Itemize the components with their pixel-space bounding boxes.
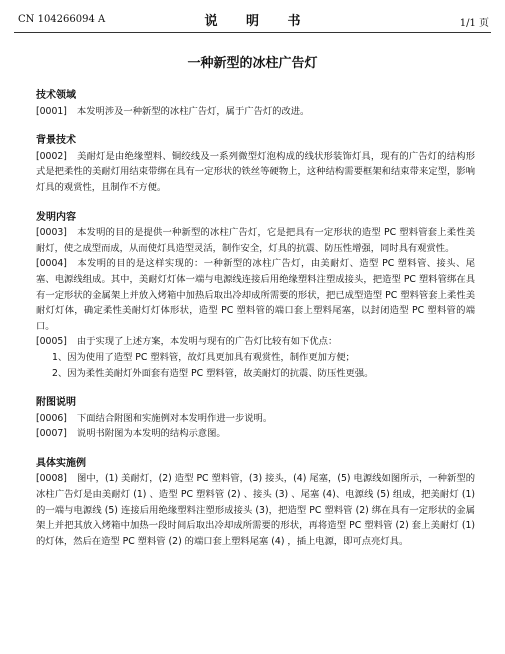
paragraph-text: 图中，(1) 美耐灯，(2) 造型 PC 塑料管，(3) 接头，(4) 尾塞，(5) 电源线如图所示，一种新型的冰柱广告灯是由美耐灯 (1) 、造型 PC 塑料管 (2) 、接头 (3) 、尾塞 (4)、电源线 (5) 组成，把美耐灯 (1) 的一端与电源线 (5) 连接后用绝缘塑料注塑形成接头 (3)，把造型 PC 塑料管 (2) 绑在具有一定形状的金属架上并把其放入烤箱中加热一段时间后取出冷却成所需要的形状，再将造型 PC 塑料管 (2) 套上美耐灯 (1) 的灯体，然后在造型 PC 塑料管 (2) 的端口套上塑料尾塞 (4) ，插上电源，即可点亮灯具。 [36, 473, 475, 547]
paragraph-0005 [36, 334, 475, 350]
paragraph-0008 [36, 471, 475, 549]
paragraph-0004 [36, 256, 475, 334]
paragraph-number: [0008] [36, 473, 67, 485]
section-heading-embodiment: 具体实施例 [36, 457, 86, 469]
paragraph-number: [0007] [36, 428, 67, 440]
paragraph-text: 本发明涉及一种新型的冰柱广告灯，属于广告灯的改进。 [76, 105, 310, 117]
section-heading-drawings: 附图说明 [36, 397, 76, 409]
paragraph-text: 由于实现了上述方案，本发明与现有的广告灯比较有如下优点： [76, 336, 338, 348]
header-rule [14, 32, 491, 33]
paragraph-0002 [36, 149, 475, 196]
paragraph-0006 [36, 411, 475, 427]
section-heading-summary: 发明内容 [36, 211, 76, 223]
paragraph-text: 美耐灯是由绝缘塑料、铜绞线及一系列微型灯泡构成的线状形装饰灯具，现有的广告灯的结构形式是把柔性的美耐灯用结束带绑在具有一定形状的铁丝等硬物上，这种结构需要框架和结束带来定型，影响灯具的观赏性，且制作不方便。 [36, 150, 475, 193]
list-item: 1、因为使用了造型 PC 塑料管，故灯具更加具有观赏性，制作更加方便； [52, 351, 355, 363]
document-title: 一种新型的冰柱广告灯 [187, 56, 318, 71]
paragraph-0003 [36, 225, 475, 256]
paragraph-number: [0006] [36, 412, 67, 424]
paragraph-text: 本发明的目的是提供一种新型的冰柱广告灯，它是把具有一定形状的造型 PC 塑料管套上柔性美耐灯，使之成型而成，从而使灯具造型灵活，制作安全，灯具的抗震、防压性增强，同时具有观赏性。 [36, 227, 475, 254]
paragraph-number: [0001] [36, 105, 67, 117]
section-heading-background: 背景技术 [36, 135, 76, 147]
paragraph-0001 [36, 104, 475, 120]
paragraph-number: [0004] [36, 258, 67, 270]
page-number: 1/1 页 [459, 18, 489, 29]
list-item: 2、因为柔性美耐灯外面套有造型 PC 塑料管，故美耐灯的抗震、防压性更强。 [52, 367, 374, 379]
paragraph-number: [0002] [36, 150, 67, 162]
section-heading-tech-field: 技术领域 [36, 90, 76, 101]
paragraph-text: 说明书附图为本发明的结构示意图。 [76, 428, 226, 440]
paragraph-number: [0005] [36, 336, 67, 348]
paragraph-text: 下面结合附图和实施例对本发明作进一步说明。 [76, 412, 273, 424]
paragraph-number: [0003] [36, 227, 67, 239]
paragraph-0007 [36, 426, 475, 442]
patent-number: CN 104266094 A [18, 14, 106, 25]
paragraph-text: 本发明的目的是这样实现的：一种新型的冰柱广告灯，由美耐灯、造型 PC 塑料管、接头、尾塞、电源线组成。其中，美耐灯灯体一端与电源线连接后用绝缘塑料注塑成接头，把造型 PC 塑料管绑在具有一定形状的金属架上并放入烤箱中加热后取出冷却成所需要的形状，把已成型造型 PC 塑料管套上柔性美耐灯灯体，确定柔性美耐灯灯体形状，造型 PC 塑料管的端口套上塑料尾塞，以封闭造型 PC 塑料管的端口。 [36, 258, 475, 332]
page-header [8, 10, 497, 30]
document-body [36, 88, 475, 549]
document-type: 说 明 书 [204, 14, 313, 29]
